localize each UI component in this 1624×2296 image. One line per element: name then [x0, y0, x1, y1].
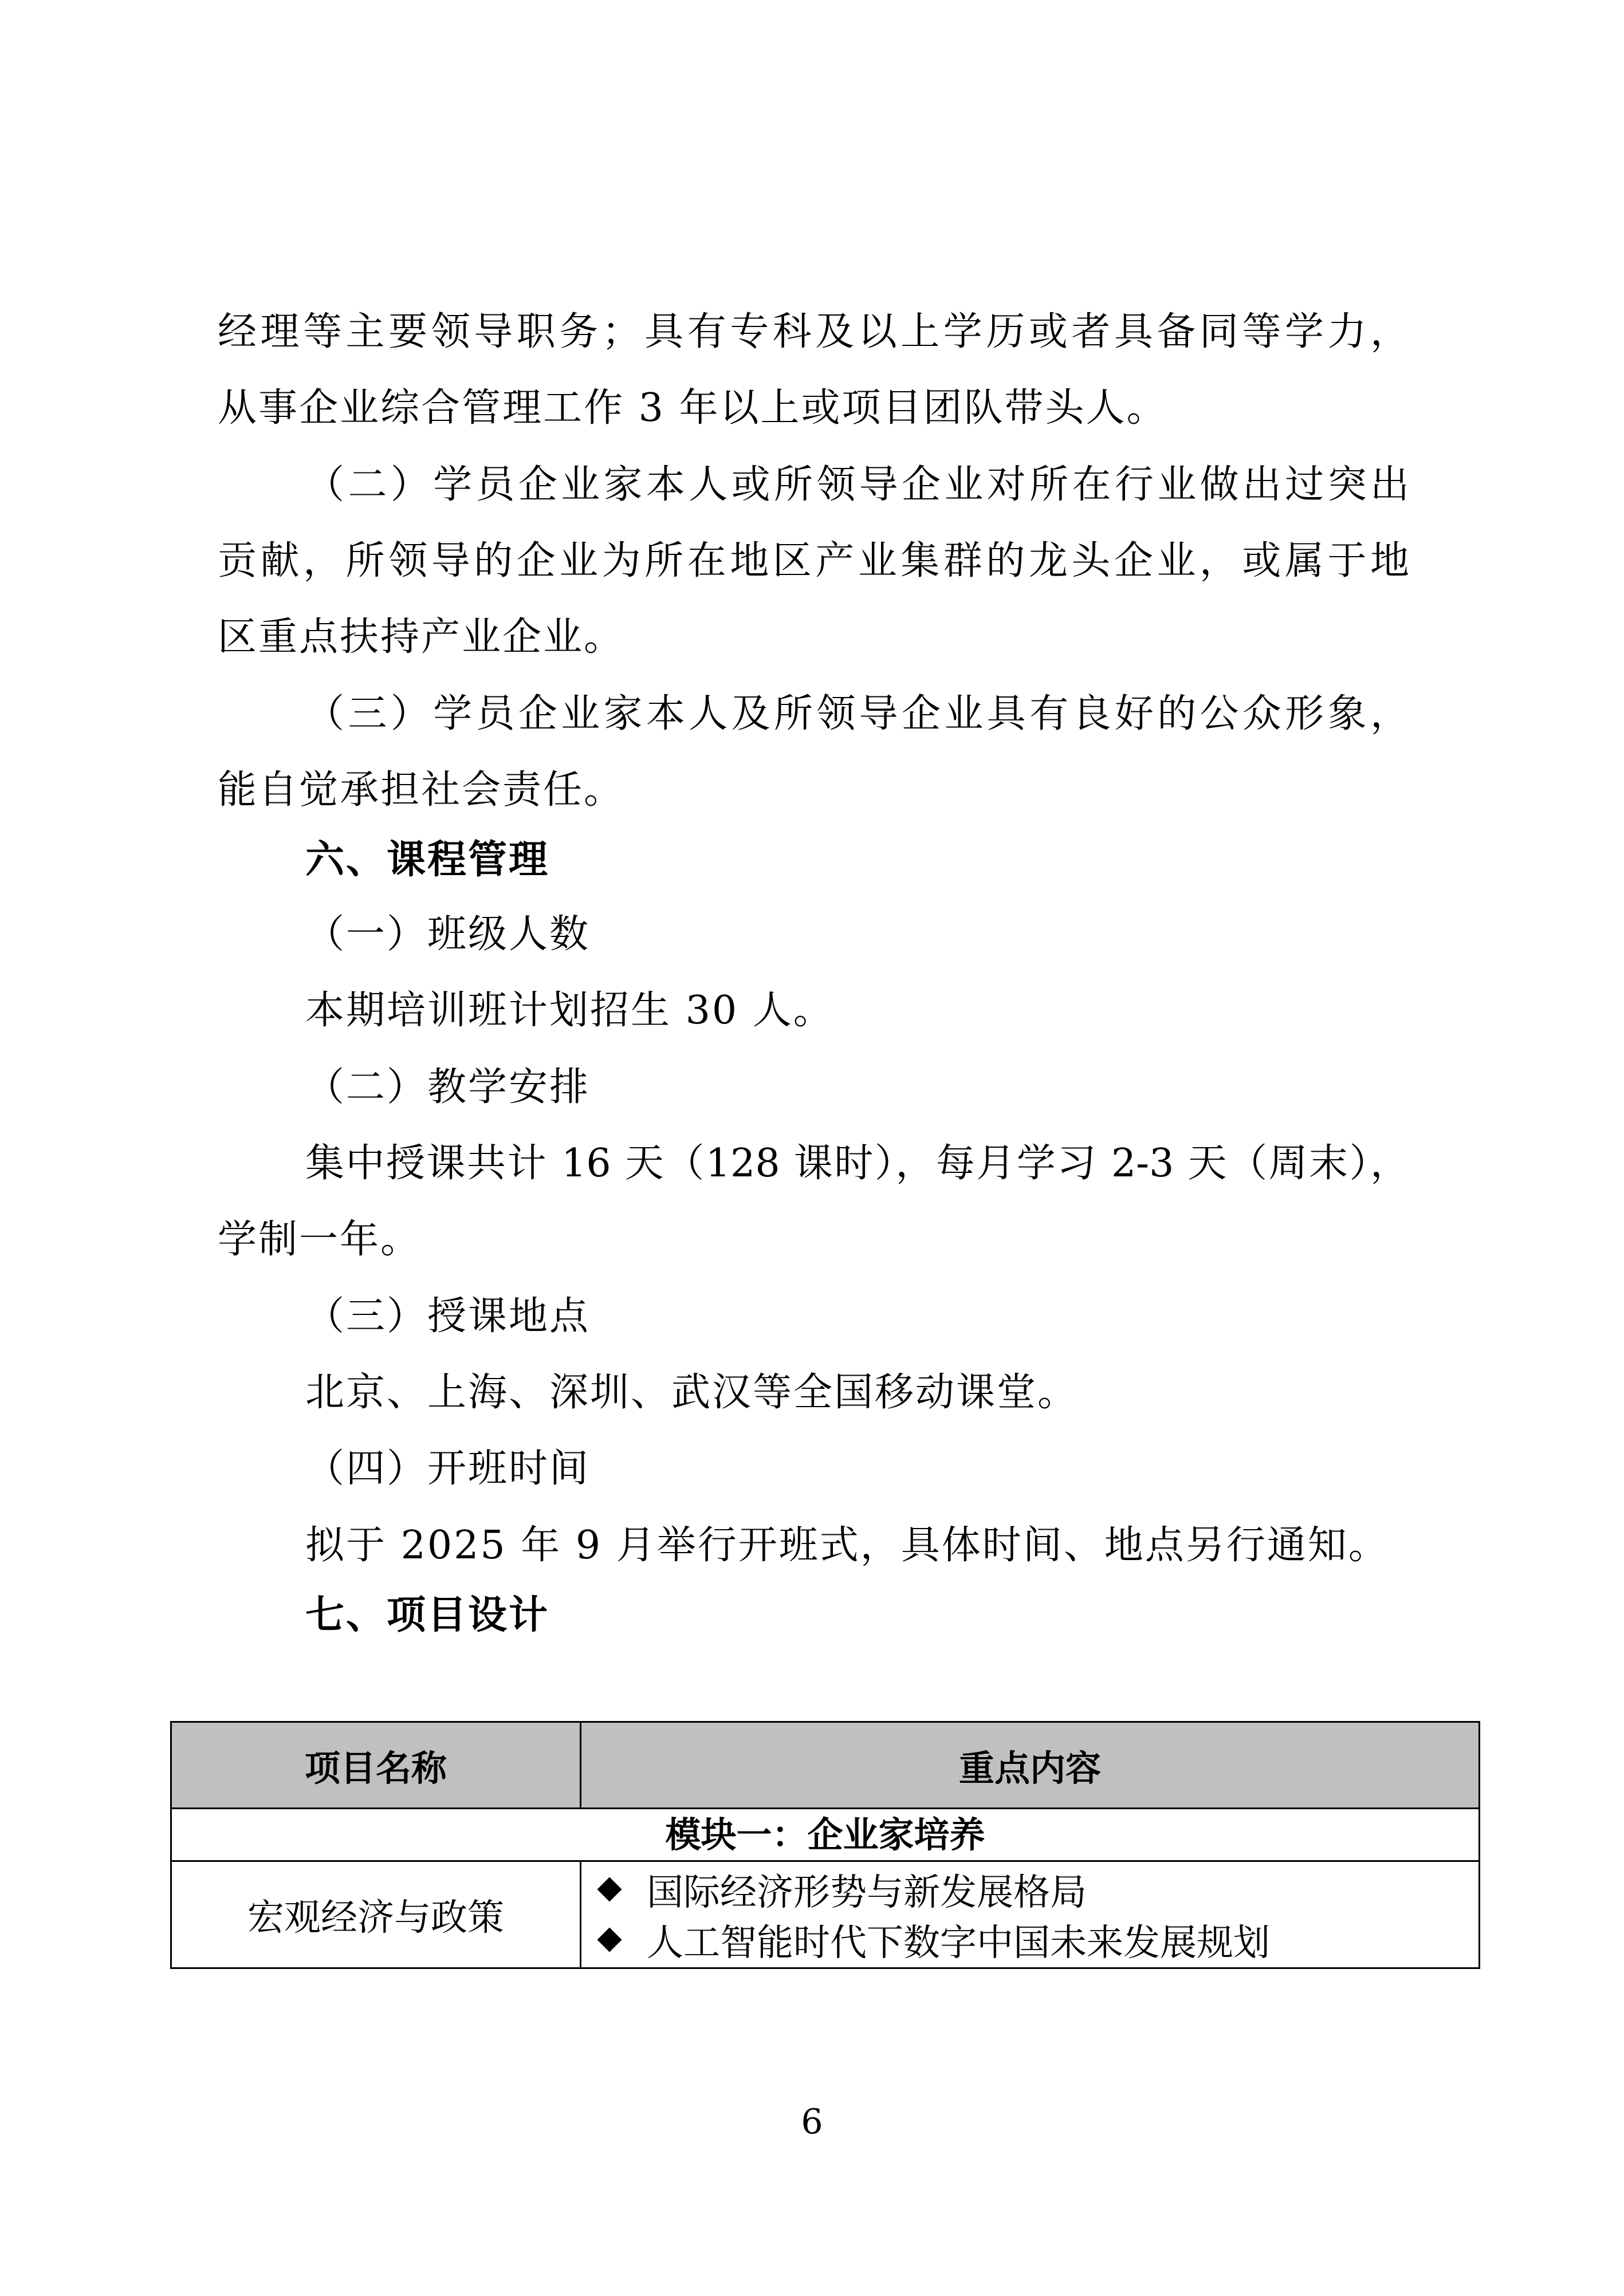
subsection-heading: （四）开班时间 [305, 1446, 591, 1491]
text-line: 拟于 2025 年 9 月举行开班式，具体时间、地点另行通知。 [305, 1523, 1389, 1568]
page-number: 6 [801, 2102, 823, 2142]
text-line: 经理等主要领导职务；具有专科及以上学历或者具备同等学力， [218, 309, 1409, 355]
text-line: 本期培训班计划招生 30 人。 [305, 988, 834, 1033]
diamond-bullet-icon [597, 1877, 622, 1902]
text-line: 集中授课共计 16 天（128 课时），每月学习 2-3 天（周末）， [305, 1141, 1409, 1186]
list-item [599, 1864, 1478, 1915]
content-cell [581, 1861, 1480, 1968]
project-name-cell: 宏观经济与政策 [171, 1861, 581, 1968]
text-line: 区重点扶持产业企业。 [218, 615, 625, 660]
module-title: 模块一：企业家培养 [171, 1809, 1480, 1861]
text-line: （三）学员企业家本人及所领导企业具有良好的公众形象， [305, 691, 1409, 737]
header-project-name: 项目名称 [171, 1722, 581, 1809]
text-line: 贡献，所领导的企业为所在地区产业集群的龙头企业，或属于地 [218, 538, 1409, 584]
diamond-bullet-icon [597, 1928, 622, 1952]
section-heading: 六、课程管理 [305, 837, 550, 883]
text-line: 从事企业综合管理工作 3 年以上或项目团队带头人。 [218, 385, 1167, 431]
section-heading: 七、项目设计 [305, 1593, 550, 1638]
subsection-heading: （三）授课地点 [305, 1294, 591, 1339]
text-line: （二）学员企业家本人或所领导企业对所在行业做出过突出 [305, 462, 1409, 507]
table-row [171, 1861, 1480, 1968]
subsection-heading: （一）班级人数 [305, 912, 591, 957]
header-key-content: 重点内容 [581, 1722, 1480, 1809]
table-module-row [171, 1809, 1480, 1861]
project-design-table [170, 1721, 1480, 1969]
table-header-row [171, 1722, 1480, 1809]
list-item [599, 1915, 1478, 1965]
text-line: 北京、上海、深圳、武汉等全国移动课堂。 [305, 1370, 1079, 1415]
text-line: 能自觉承担社会责任。 [218, 767, 625, 813]
list-item-text: 人工智能时代下数字中国未来发展规划 [647, 1922, 1270, 1964]
text-line: 学制一年。 [218, 1217, 422, 1262]
list-item-text: 国际经济形势与新发展格局 [647, 1872, 1087, 1914]
subsection-heading: （二）教学安排 [305, 1065, 591, 1110]
